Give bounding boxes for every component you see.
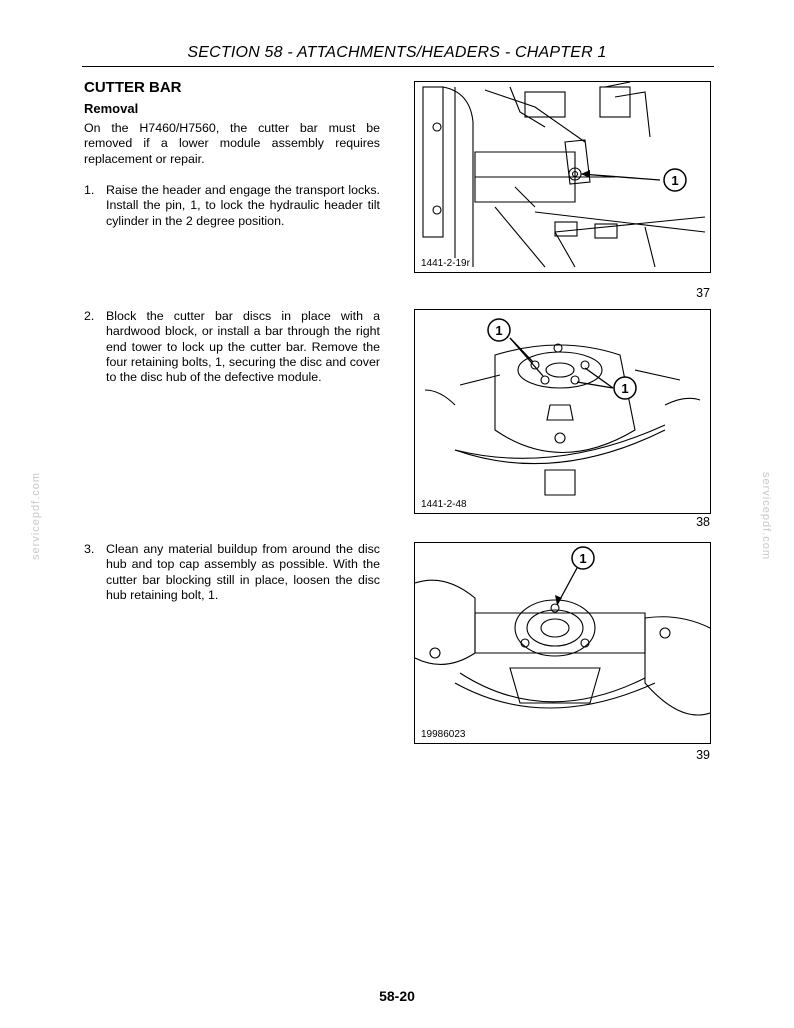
step-1 (84, 183, 380, 229)
callout-1: 1 (621, 381, 629, 396)
subheading: Removal (84, 101, 139, 116)
page-number: 58-20 (379, 988, 415, 1004)
step-number: 3. (84, 542, 95, 556)
callout-1: 1 (579, 551, 587, 566)
step-text: Block the cutter bar discs in place with a hardwood block, or install a bar through the right end tower to lock up the cutter bar. Remove the four retaining bolts, 1, securing the disc and cover to the disc hub of the defective module. (106, 309, 380, 385)
step-3 (84, 542, 380, 603)
header-divider (82, 66, 714, 67)
section-header: SECTION 58 - ATTACHMENTS/HEADERS - CHAPTER 1 (187, 44, 607, 61)
figure-39 (414, 542, 711, 744)
cutter-disc-illustration (415, 310, 710, 513)
step-text: Raise the header and engage the transport locks. Install the pin, 1, to lock the hydraulic header tilt cylinder in the 2 degree position. (106, 183, 380, 228)
intro-paragraph: On the H7460/H7560, the cutter bar must be removed if a lower module assembly requires replacement or repair. (84, 121, 380, 166)
figure-code: 1441-2-48 (421, 499, 467, 510)
step-number: 2. (84, 309, 95, 323)
step-2 (84, 309, 380, 385)
figure-number: 37 (696, 286, 710, 300)
section-heading: CUTTER BAR (84, 79, 182, 96)
watermark: servicepdf.com (29, 472, 42, 560)
transport-lock-illustration (415, 82, 710, 272)
watermark: servicepdf.com (759, 472, 772, 560)
figure-37 (414, 81, 711, 273)
step-number: 1. (84, 183, 95, 197)
callout-1: 1 (671, 173, 679, 188)
figure-number: 38 (696, 515, 710, 529)
figure-code: 1441-2-19r (421, 258, 470, 269)
figure-38 (414, 309, 711, 514)
callout-1: 1 (495, 323, 503, 338)
figure-number: 39 (696, 748, 710, 762)
figure-code: 19986023 (421, 729, 466, 740)
disc-hub-illustration (415, 543, 710, 743)
step-text: Clean any material buildup from around the disc hub and top cap assembly as possible. With the cutter bar blocking still in place, loosen the disc hub retaining bolt, 1. (106, 542, 380, 602)
